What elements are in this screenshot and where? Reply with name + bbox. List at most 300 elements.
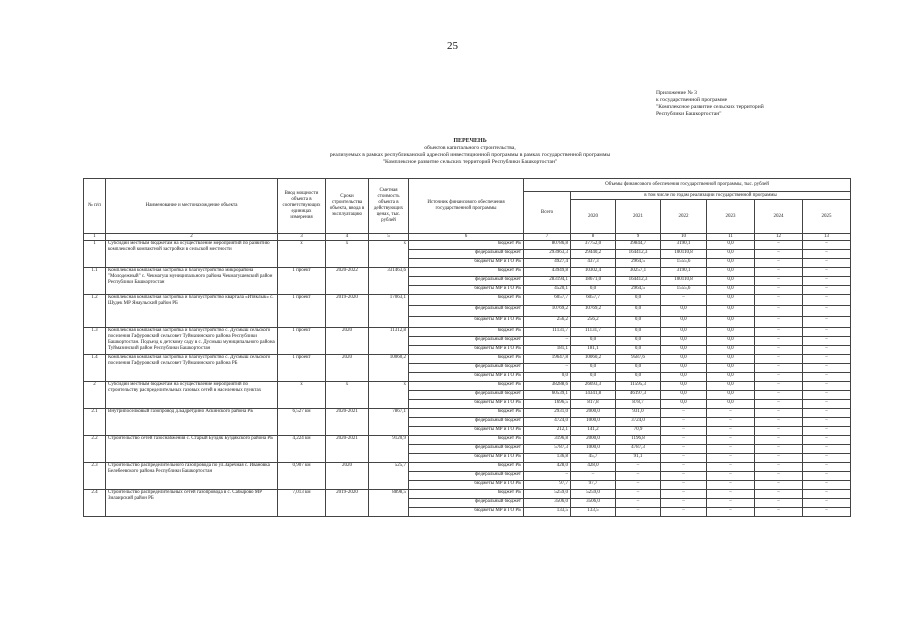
year-value: – xyxy=(755,364,803,373)
table-row xyxy=(84,382,851,391)
year-value: 2964,5 xyxy=(616,259,661,268)
year-value: 0,0 xyxy=(661,317,707,328)
year-value: 0,0 xyxy=(616,317,661,328)
year-value: 428,0 xyxy=(571,463,616,472)
year-value: 437,3 xyxy=(571,259,616,268)
year-value: – xyxy=(803,241,851,250)
cost-value: 8898,5 xyxy=(369,490,409,517)
appendix-line: "Комплексное развитие сельских территорий xyxy=(656,104,764,110)
year-value: – xyxy=(755,481,803,490)
year-value: 0,0 xyxy=(707,337,755,346)
funding-source: бюджеты МР и ГО РБ xyxy=(409,286,524,295)
year-value: 0,0 xyxy=(661,346,707,355)
year-value: 0,0 xyxy=(707,328,755,337)
year-value: 0,0 xyxy=(707,286,755,295)
year-value: – xyxy=(707,499,755,508)
term-value: 2020 xyxy=(326,463,369,490)
year-value: – xyxy=(661,409,707,418)
year-value: – xyxy=(661,463,707,472)
row-number: 2.2 xyxy=(84,436,106,463)
year-value: 2000,0 xyxy=(571,436,616,445)
year-value: – xyxy=(616,481,661,490)
year-value: – xyxy=(707,454,755,463)
object-name: Субсидии местным бюджетам на осуществление мероприятий по развитию комплексной компактной застройки в сельской местности xyxy=(106,241,278,268)
capacity-value: 1 проект xyxy=(278,355,326,382)
total-value: 1696,5 xyxy=(524,400,571,409)
total-value: 4520,1 xyxy=(524,286,571,295)
funding-source: бюджеты МР и ГО РБ xyxy=(409,400,524,409)
term-value: 2020 xyxy=(326,328,369,355)
year-value: – xyxy=(707,463,755,472)
year-value: 0,0 xyxy=(707,317,755,328)
capacity-value: 0,907 км xyxy=(278,463,326,490)
year-value: – xyxy=(803,295,851,306)
total-value: 80786,8 xyxy=(524,241,571,250)
appendix-note xyxy=(656,90,764,118)
year-value: 0,0 xyxy=(661,373,707,382)
total-value: 38288,6 xyxy=(524,382,571,391)
funding-source: федеральный бюджет xyxy=(409,418,524,427)
year-value: – xyxy=(707,427,755,436)
year-value: 0,0 xyxy=(661,355,707,364)
total-value: 428,0 xyxy=(524,463,571,472)
year-value: 181,1 xyxy=(571,346,616,355)
year-value: – xyxy=(755,409,803,418)
table-row xyxy=(84,463,851,472)
year-value: 0,0 xyxy=(616,364,661,373)
year-value: – xyxy=(803,481,851,490)
funding-source: бюджеты МР и ГО РБ xyxy=(409,481,524,490)
table-body xyxy=(84,241,851,517)
column-number: 1 xyxy=(84,234,106,241)
year-value: 0,0 xyxy=(571,337,616,346)
total-value: – xyxy=(524,472,571,481)
year-value: 4787,3 xyxy=(616,445,661,454)
year-value: – xyxy=(616,508,661,517)
term-value: х xyxy=(326,382,369,409)
year-value: – xyxy=(661,418,707,427)
column-number: 8 xyxy=(571,234,616,241)
column-number: 7 xyxy=(524,234,571,241)
year-value: – xyxy=(803,328,851,337)
term-value: 2019-2020 xyxy=(326,490,369,517)
term-value: 2020-2021 xyxy=(326,436,369,463)
year-value: – xyxy=(661,508,707,517)
year-value: – xyxy=(707,481,755,490)
row-number: 1.3 xyxy=(84,328,106,355)
column-numbers-row xyxy=(84,234,851,241)
cost-value: 331463,6 xyxy=(369,268,409,295)
year-value: – xyxy=(755,317,803,328)
year-value: – xyxy=(803,268,851,277)
year-value: 0,0 xyxy=(707,400,755,409)
year-value: – xyxy=(803,337,851,346)
table-row xyxy=(84,436,851,445)
year-value: 0,0 xyxy=(616,346,661,355)
total-value: 97,7 xyxy=(524,481,571,490)
term-value: х xyxy=(326,241,369,268)
funding-source: федеральный бюджет xyxy=(409,250,524,259)
capacity-value: 1 проект xyxy=(278,328,326,355)
year-value: – xyxy=(755,382,803,391)
appendix-line: Приложение № 3 xyxy=(656,90,697,96)
row-number: 1.1 xyxy=(84,268,106,295)
year-value: – xyxy=(803,391,851,400)
year-value: 141,2 xyxy=(571,427,616,436)
funding-source: федеральный бюджет xyxy=(409,306,524,317)
year-value: 11595,3 xyxy=(616,382,661,391)
total-value: 0,0 xyxy=(524,373,571,382)
total-value: 5259,0 xyxy=(524,490,571,499)
column-number: 13 xyxy=(803,234,851,241)
term-value: 2020-2022 xyxy=(326,268,369,295)
year-value: – xyxy=(755,373,803,382)
year-value: – xyxy=(616,490,661,499)
funding-source: бюджет РБ xyxy=(409,463,524,472)
year-value: 5259,0 xyxy=(571,490,616,499)
year-value: – xyxy=(755,259,803,268)
funding-source: федеральный бюджет xyxy=(409,277,524,286)
funding-source: бюджет РБ xyxy=(409,382,524,391)
year-value: 0,0 xyxy=(661,400,707,409)
year-value: 0,0 xyxy=(707,391,755,400)
year-value: – xyxy=(803,400,851,409)
year-value: – xyxy=(755,418,803,427)
year-value: – xyxy=(755,436,803,445)
year-value: – xyxy=(803,382,851,391)
object-name: Внутрипоселковый газопровод д.Бадретдино Аскинского района РБ xyxy=(106,409,278,436)
year-value: – xyxy=(803,463,851,472)
year-value: 0,0 xyxy=(661,364,707,373)
capacity-value: 1 проект xyxy=(278,295,326,328)
year-value: 164412,3 xyxy=(616,277,661,286)
header-volume: Объемы финансового обеспечения государственной программы, тыс. рублей xyxy=(524,179,851,192)
capacity-value: х xyxy=(278,241,326,268)
year-value: – xyxy=(707,409,755,418)
year-value: 2964,5 xyxy=(616,286,661,295)
header-year: 2021 xyxy=(616,200,661,234)
year-value: – xyxy=(803,454,851,463)
year-value: 3190,1 xyxy=(661,241,707,250)
year-value: 100110,8 xyxy=(661,277,707,286)
header-year: 2020 xyxy=(571,200,616,234)
year-value: 0,0 xyxy=(661,391,707,400)
term-value: 2020-2021 xyxy=(326,409,369,436)
funding-source: бюджет РБ xyxy=(409,241,524,250)
row-number: 1 xyxy=(84,241,106,268)
term-value: 2020 xyxy=(326,355,369,382)
year-value: 18671,0 xyxy=(571,277,616,286)
object-name: Комплексная компактная застройка и благоустройство квартала «Итяклык» с. Шудек МР Янаульский район РБ xyxy=(106,295,278,328)
column-number: 4 xyxy=(326,234,369,241)
year-value: – xyxy=(616,472,661,481)
table-row xyxy=(84,355,851,364)
year-value: – xyxy=(803,250,851,259)
year-value: – xyxy=(755,355,803,364)
total-value: 43949,8 xyxy=(524,268,571,277)
year-value: – xyxy=(755,306,803,317)
total-value: 212,1 xyxy=(524,427,571,436)
year-value: – xyxy=(803,259,851,268)
year-value: 0,0 xyxy=(707,277,755,286)
year-value: – xyxy=(755,346,803,355)
year-value: – xyxy=(755,490,803,499)
year-value: 878,7 xyxy=(616,400,661,409)
total-value: 283194,1 xyxy=(524,277,571,286)
year-value: – xyxy=(755,445,803,454)
column-number: 3 xyxy=(278,234,326,241)
year-value: 1000,0 xyxy=(571,445,616,454)
header-year: 2025 xyxy=(803,200,851,234)
column-number: 2 xyxy=(106,234,278,241)
year-value: 0,0 xyxy=(707,259,755,268)
year-value: 0,0 xyxy=(707,346,755,355)
year-value: 0,0 xyxy=(616,295,661,306)
funding-source: бюджеты МР и ГО РБ xyxy=(409,373,524,382)
column-number: 6 xyxy=(409,234,524,241)
table-row xyxy=(84,295,851,306)
year-value: – xyxy=(755,268,803,277)
cost-value: 9120,9 xyxy=(369,436,409,463)
year-value: – xyxy=(803,355,851,364)
row-number: 2.4 xyxy=(84,490,106,517)
year-value: – xyxy=(803,409,851,418)
year-value: – xyxy=(661,436,707,445)
object-name: Строительство сетей газоснабжения с. Старый Буздяк Буздякского района РБ xyxy=(106,436,278,463)
year-value: – xyxy=(803,436,851,445)
table-row xyxy=(84,241,851,250)
year-value: – xyxy=(661,499,707,508)
funding-source: федеральный бюджет xyxy=(409,445,524,454)
header-year: 2023 xyxy=(707,200,755,234)
year-value: 1555,6 xyxy=(661,286,707,295)
row-number: 2.3 xyxy=(84,463,106,490)
year-value: – xyxy=(616,463,661,472)
cost-value: 10060,2 xyxy=(369,355,409,382)
year-value: – xyxy=(803,418,851,427)
year-value: – xyxy=(755,391,803,400)
year-value: 0,0 xyxy=(707,306,755,317)
funding-source: федеральный бюджет xyxy=(409,337,524,346)
year-value: – xyxy=(755,295,803,306)
cost-value: х xyxy=(369,241,409,268)
funding-source: бюджеты МР и ГО РБ xyxy=(409,317,524,328)
title-line: "Комплексное развитие сельских территорий Республики Башкортостан" xyxy=(382,159,558,165)
total-value: 19647,8 xyxy=(524,355,571,364)
total-value: 10769,2 xyxy=(524,306,571,317)
funding-source: бюджет РБ xyxy=(409,436,524,445)
cost-value: 17063,1 xyxy=(369,295,409,328)
column-number: 11 xyxy=(707,234,755,241)
header-source: Источник финансового обеспечения государственной программы xyxy=(409,179,524,234)
year-value: 37752,0 xyxy=(571,241,616,250)
year-value: 0,0 xyxy=(661,328,707,337)
year-value: 1555,6 xyxy=(661,259,707,268)
table-row xyxy=(84,409,851,418)
year-value: 0,0 xyxy=(571,286,616,295)
header-name: Наименование и местонахождение объекта xyxy=(106,179,278,234)
year-value: 6057,7 xyxy=(571,295,616,306)
year-value: 1196,8 xyxy=(616,436,661,445)
total-value: 181,1 xyxy=(524,346,571,355)
year-value: 0,0 xyxy=(707,250,755,259)
year-value: – xyxy=(803,306,851,317)
header-cost: Сметная стоимость объекта в действующих ценах, тыс. рублей xyxy=(369,179,409,234)
funding-source: бюджеты МР и ГО РБ xyxy=(409,508,524,517)
funding-source: бюджет РБ xyxy=(409,409,524,418)
objects-table xyxy=(83,178,851,517)
cost-value: 525,7 xyxy=(369,463,409,490)
year-value: – xyxy=(755,277,803,286)
object-name: Строительство распределительного газопровода по ул.Заречная с. Ивановка Белебеевского района Республики Башкортостан xyxy=(106,463,278,490)
funding-source: бюджет РБ xyxy=(409,490,524,499)
total-value: 3506,0 xyxy=(524,499,571,508)
year-value: 100110,8 xyxy=(661,250,707,259)
year-value: 0,0 xyxy=(571,373,616,382)
object-name: Строительство распределительных сетей газопровода в с. Сабырово МР Зилаирский район РБ xyxy=(106,490,278,517)
total-value: 5787,3 xyxy=(524,445,571,454)
year-value: – xyxy=(803,445,851,454)
year-value: – xyxy=(755,454,803,463)
year-value: – xyxy=(707,436,755,445)
funding-source: бюджеты МР и ГО РБ xyxy=(409,346,524,355)
year-value: 9587,6 xyxy=(616,355,661,364)
year-value: – xyxy=(803,373,851,382)
total-value: 136,8 xyxy=(524,454,571,463)
year-value: 10302,4 xyxy=(571,268,616,277)
year-value: – xyxy=(571,472,616,481)
year-value: 70,9 xyxy=(616,427,661,436)
term-value: 2019-2020 xyxy=(326,295,369,328)
year-value: 0,0 xyxy=(707,268,755,277)
header-year: 2024 xyxy=(755,200,803,234)
funding-source: федеральный бюджет xyxy=(409,364,524,373)
year-value: 14341,8 xyxy=(571,391,616,400)
header-capacity: Ввод мощности объекта в соответствующих единицах измерения xyxy=(278,179,326,234)
year-value: 931,0 xyxy=(616,409,661,418)
year-value: – xyxy=(803,490,851,499)
year-value: 0,0 xyxy=(616,328,661,337)
year-value: 0,0 xyxy=(661,306,707,317)
year-value: 0,0 xyxy=(616,306,661,317)
year-value: – xyxy=(755,286,803,295)
total-value: – xyxy=(524,337,571,346)
year-value: 0,0 xyxy=(707,373,755,382)
header-by-years: в том числе по годам реализации государственной программы xyxy=(571,192,851,200)
year-value: 0,0 xyxy=(661,382,707,391)
year-value: 26693,3 xyxy=(571,382,616,391)
funding-source: бюджет РБ xyxy=(409,268,524,277)
year-value: – xyxy=(661,445,707,454)
funding-source: бюджеты МР и ГО РБ xyxy=(409,259,524,268)
year-value: – xyxy=(755,427,803,436)
year-value: 133,5 xyxy=(571,508,616,517)
year-value: – xyxy=(661,295,707,306)
total-value: 293963,3 xyxy=(524,250,571,259)
year-value: 1000,0 xyxy=(571,418,616,427)
title-line: объектов капитального строительства, xyxy=(424,145,516,151)
year-value: 29440,2 xyxy=(571,250,616,259)
year-value: – xyxy=(803,472,851,481)
capacity-value: 1 проект xyxy=(278,268,326,295)
total-value: 133,5 xyxy=(524,508,571,517)
year-value: – xyxy=(661,454,707,463)
header-term: Сроки строительства объекта, ввода в эксплуатацию xyxy=(326,179,369,234)
total-value: 2931,0 xyxy=(524,409,571,418)
funding-source: федеральный бюджет xyxy=(409,499,524,508)
title-line: реализуемых в рамках республиканской адресной инвестиционной программы в рамках государственной программы xyxy=(329,152,611,158)
year-value: 39844,7 xyxy=(616,241,661,250)
year-value: – xyxy=(661,481,707,490)
year-value: 3190,1 xyxy=(661,268,707,277)
year-value: – xyxy=(755,463,803,472)
year-value: – xyxy=(803,499,851,508)
year-value: – xyxy=(755,400,803,409)
year-value: 11131,7 xyxy=(571,328,616,337)
year-value: 0,0 xyxy=(571,364,616,373)
header-num: № п/п xyxy=(84,179,106,234)
year-value: 30257,1 xyxy=(616,268,661,277)
cost-value: х xyxy=(369,382,409,409)
year-value: 0,0 xyxy=(707,364,755,373)
year-value: 45,7 xyxy=(571,454,616,463)
object-name: Субсидии местным бюджетам на осуществление мероприятий по строительству распределительных газовых сетей в населенных пунктах xyxy=(106,382,278,409)
column-number: 5 xyxy=(369,234,409,241)
cost-value: 7867,1 xyxy=(369,409,409,436)
capacity-value: 4,224 км xyxy=(278,436,326,463)
year-value: 10769,2 xyxy=(571,306,616,317)
funding-source: федеральный бюджет xyxy=(409,391,524,400)
year-value: – xyxy=(755,250,803,259)
year-value: – xyxy=(803,317,851,328)
total-value: 4724,0 xyxy=(524,418,571,427)
year-value: – xyxy=(755,499,803,508)
row-number: 1.2 xyxy=(84,295,106,328)
year-value: 164412,3 xyxy=(616,250,661,259)
table-row xyxy=(84,268,851,277)
column-number: 12 xyxy=(755,234,803,241)
total-value: 11131,7 xyxy=(524,328,571,337)
capacity-value: 7,013 км xyxy=(278,490,326,517)
row-number: 2 xyxy=(84,382,106,409)
funding-source: бюджет РБ xyxy=(409,355,524,364)
year-value: – xyxy=(616,499,661,508)
appendix-line: Республики Башкортостан" xyxy=(656,111,722,117)
total-value: 3196,8 xyxy=(524,436,571,445)
year-value: – xyxy=(803,277,851,286)
year-value: 0,0 xyxy=(616,373,661,382)
funding-source: бюджеты МР и ГО РБ xyxy=(409,427,524,436)
table-row xyxy=(84,328,851,337)
year-value: 3724,0 xyxy=(616,418,661,427)
year-value: – xyxy=(661,490,707,499)
funding-source: федеральный бюджет xyxy=(409,472,524,481)
year-value: 0,0 xyxy=(707,295,755,306)
year-value: – xyxy=(707,490,755,499)
year-value: – xyxy=(803,427,851,436)
year-value: 46197,3 xyxy=(616,391,661,400)
year-value: – xyxy=(707,418,755,427)
year-value: 0,0 xyxy=(661,337,707,346)
cost-value: 11312,8 xyxy=(369,328,409,355)
year-value: 10060,2 xyxy=(571,355,616,364)
title-heading: ПЕРЕЧЕНЬ xyxy=(453,138,487,144)
year-value: 97,7 xyxy=(571,481,616,490)
capacity-value: х xyxy=(278,382,326,409)
year-value: 0,0 xyxy=(616,337,661,346)
column-number: 10 xyxy=(661,234,707,241)
year-value: – xyxy=(755,328,803,337)
